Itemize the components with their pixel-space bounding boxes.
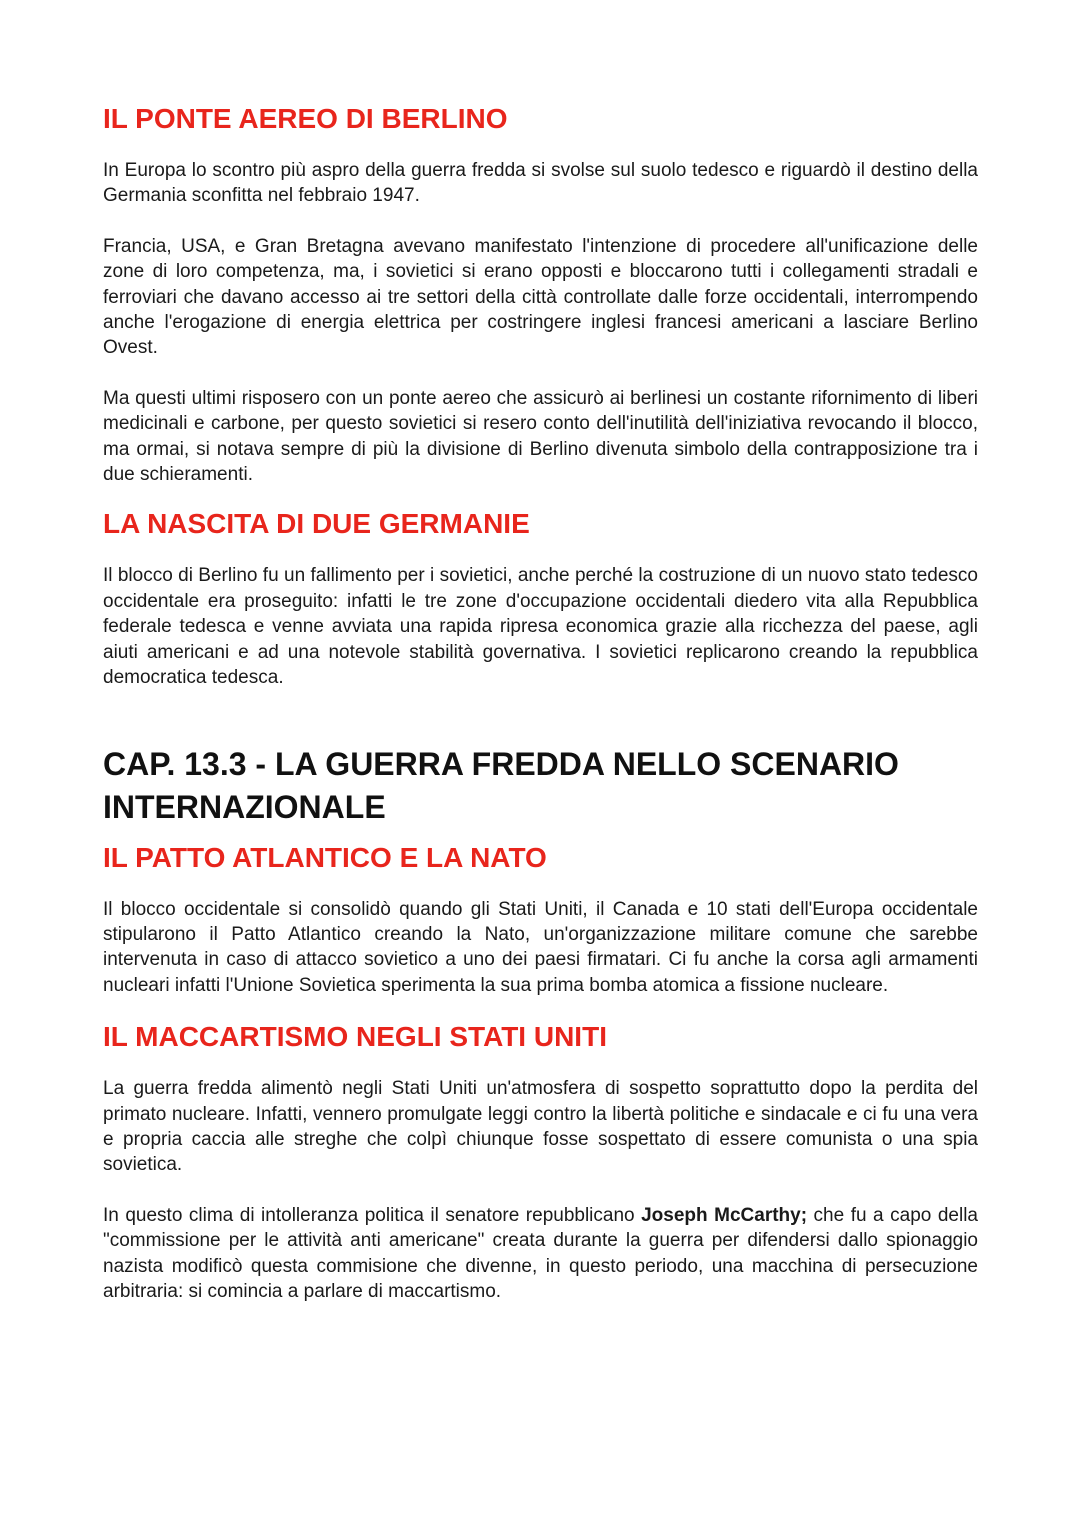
document-page [103, 100, 978, 1329]
paragraph: La guerra fredda alimentò negli Stati Uniti un'atmosfera di sospetto soprattutto dopo la perdita del primato nucleare. Infatti, vennero promulgate leggi contro la libertà politiche e sindacale e ci fu una vera e propria caccia alle streghe che colpì chiunque fosse sospettato di essere comunista o una spia sovietica. [103, 1078, 978, 1176]
text-run: che fu a capo della "commissione per le attività anti americane" creata durante la guerra per difendersi dallo spionaggio nazista modificò questa commisione che divenne, in questo periodo, una macchina di persecuzione arbitraria: si comincia a parlare di maccartismo. [103, 1204, 978, 1302]
section-heading: IL PONTE AEREO DI BERLINO [103, 103, 508, 134]
bold-name: Joseph McCarthy; [641, 1204, 808, 1226]
paragraph: Il blocco occidentale si consolidò quando gli Stati Uniti, il Canada e 10 stati dell'Europa occidentale stipularono il Patto Atlantico creando la Nato, un'organizzazione militare comune che sarebbe intervenuta in caso di attacco sovietico a uno dei paesi firmatari. Ci fu anche la corsa agli armamenti nucleari infatti l'Unione Sovietica sperimenta la sua prima bomba atomica a fissione nucleare. [103, 898, 978, 996]
paragraph: Francia, USA, e Gran Bretagna avevano manifestato l'intenzione di procedere all'unificazione delle zone di loro competenza, ma, i sovietici si erano opposti e bloccarono tutti i collegamenti stradali e ferroviari che davano accesso ai tre settori della città controllate dalle forze occidentali, interrompendo anche l'erogazione di energia elettrica per costringere inglesi francesi americani a lasciare Berlino Ovest. [103, 235, 978, 359]
section-heading: LA NASCITA DI DUE GERMANIE [103, 508, 530, 540]
paragraph: Ma questi ultimi risposero con un ponte aereo che assicurò ai berlinesi un costante rifornimento di liberi medicinali e carbone, per questo sovietici si resero conto dell'inutilità dell'iniziativa revocando il blocco, ma ormai, si notava sempre di più la divisione di Berlino divenuta simbolo della contrapposizione tra i due schieramenti. [103, 387, 978, 486]
section-heading: IL MACCARTISMO NEGLI STATI UNITI [103, 1021, 607, 1053]
paragraph-mccarthy [103, 1203, 978, 1305]
chapter-title: CAP. 13.3 - LA GUERRA FREDDA NELLO SCENARIO INTERNAZIONALE [103, 745, 899, 825]
section-heading: IL PATTO ATLANTICO E LA NATO [103, 841, 547, 873]
paragraph: In Europa lo scontro più aspro della guerra fredda si svolse sul suolo tedesco e riguardò il destino della Germania sconfitta nel febbraio 1947. [103, 160, 978, 207]
text-run: In questo clima di intolleranza politica il senatore repubblicano [103, 1204, 642, 1226]
paragraph: Il blocco di Berlino fu un fallimento per i sovietici, anche perché la costruzione di un nuovo stato tedesco occidentale era proseguito: infatti le tre zone d'occupazione occidentali diedero vita alla Repubblica federale tedesca e venne avviata una rapida ripresa economica grazie alla ricchezza del paese, agli aiuti americani e ad una notevole stabilità governativa. I sovietici replicarono creando la repubblica democratica tedesca. [103, 565, 978, 689]
